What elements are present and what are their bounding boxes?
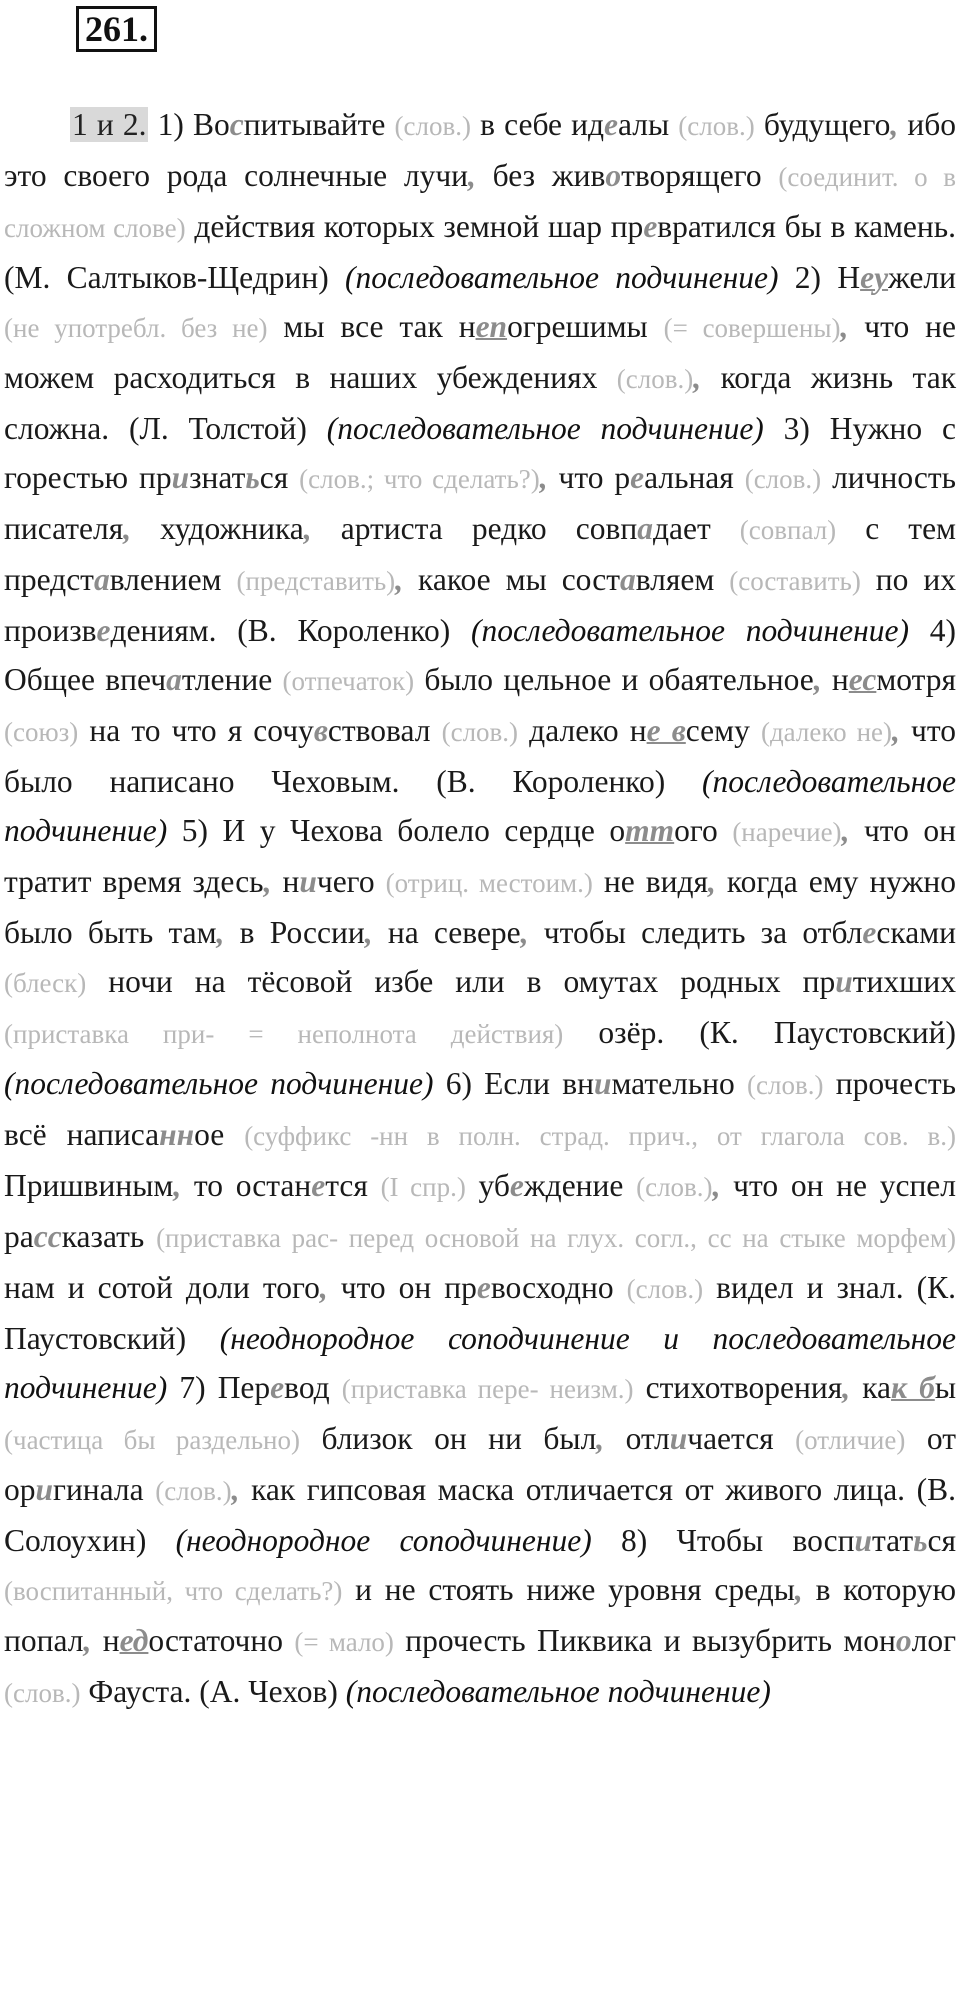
highlighted-letter: , [841,813,850,848]
grammar-comment: (слов.) [636,1172,713,1202]
highlighted-underlined-letters: еу [860,260,889,295]
text-run: по их произв [4,562,956,648]
text-run: альная [644,460,745,495]
text-run: какое мы сост [403,562,620,597]
text-run: ы [934,1370,956,1405]
sentence-structure-note: (последовательное подчинение) [4,1066,434,1101]
text-run: стихотворения [633,1370,843,1405]
highlighted-letter: е [862,915,877,950]
highlighted-underlined-letters: ед [119,1623,149,1658]
text-run: сему [685,713,761,748]
text-run: тление [181,662,283,697]
text-run: вод [284,1370,342,1405]
text-run: отл [604,1421,670,1456]
sentence-numbers-badge: 1 и 2. [72,107,147,142]
grammar-comment: (далеко не) [760,717,893,747]
grammar-comment: (слов.) [616,364,694,394]
sentence-structure-note: (неоднородное соподчинение и последовательное подчинение) [4,1321,956,1405]
sentence-structure-note: (неоднородное соподчинение) [175,1523,592,1558]
text-run: мательно [611,1066,748,1101]
highlighted-letter: и [669,1421,688,1456]
text-run: вратился бы в камень. (М. Салтыков-Щедрин) [4,209,956,295]
text-run: тихших [852,964,956,999]
highlighted-letter: е [509,1168,524,1203]
text-run: далеко н [518,713,647,748]
text-run: огрешимы [507,309,664,344]
text-run: алы [618,107,679,142]
grammar-comment: (блеск) [4,968,87,998]
highlighted-letter: и [35,1472,54,1507]
text-run: ка [850,1370,892,1405]
text-run: дает [652,511,740,546]
sentence-structure-note: (последовательное подчинение) [4,764,956,848]
grammar-comment: (воспитанный, что сделать?) [4,1576,343,1606]
text-run: когда жизнь так сложна. (Л. Толстой) [4,360,956,446]
highlighted-letter: а [93,562,110,597]
highlighted-letter: и [854,1523,873,1558]
text-run: ночи на тёсовой избе или в омутах родных пр [86,964,836,999]
sentence-structure-note: (последовательное подчинение) [326,411,764,446]
text-run: жели [888,260,956,295]
text-run: 1) Во [148,107,230,142]
text-run: что он не успел ра [4,1168,956,1254]
text-run: что было написано Чеховым. (В. Короленко) [4,713,956,799]
grammar-comment: (слов.) [155,1476,232,1506]
highlighted-letter: е [270,1370,285,1405]
text-run: будущего [754,107,891,142]
highlighted-letter: , [263,864,272,899]
text-run: в себе ид [470,107,605,142]
text-run: 6) Если вн [433,1066,594,1101]
text-run: на то что я сочу [78,713,314,748]
highlighted-letter: , [708,864,716,899]
exercise-number: 261. [76,6,157,52]
highlighted-letter: , [319,1270,328,1305]
text-run: Пришвиным [4,1168,174,1203]
highlighted-letter: , [395,562,404,597]
text-run: то остан [181,1168,312,1203]
grammar-comment: (составить) [729,566,861,596]
text-run: 5) И у Чехова болело сердце о [167,813,626,848]
highlighted-letter: о [605,158,622,193]
text-run: мотря [876,662,957,697]
text-run: 3) Нужно с горестью пр [4,411,956,495]
text-run: мы все так н [267,309,476,344]
text-run: вляем [635,562,730,597]
grammar-comment: (отличие) [795,1425,906,1455]
text-run: ждение [523,1168,637,1203]
text-run: ствовал [327,713,442,748]
highlighted-letter: , [303,511,312,546]
exercise-text [4,100,956,1718]
highlighted-underlined-letters: е в [646,713,686,748]
text-run: от ор [4,1421,956,1507]
text-run: 7) Пер [167,1370,271,1405]
text-run: что р [547,460,631,495]
text-run: 8) Чтобы восп [591,1523,855,1558]
highlighted-letter: ь [913,1523,928,1558]
text-run: чего [316,864,386,899]
highlighted-letter: и [299,864,317,899]
highlighted-letter: , [364,915,373,950]
text-run: тся [325,1168,381,1203]
text-run: н [821,662,849,697]
grammar-comment: (слов.) [678,111,755,141]
highlighted-letter: , [840,309,849,344]
highlighted-letter: а [166,662,182,697]
highlighted-letter: е [476,1270,491,1305]
highlighted-letter: , [596,1421,605,1456]
text-run: дениям. (В. Короленко) [110,613,471,648]
text-run: чтобы следить за отбл [528,915,863,950]
highlighted-letter: , [123,511,132,546]
text-run: н [271,864,300,899]
text-run: сками [876,915,956,950]
highlighted-letter: о [895,1623,912,1658]
highlighted-letter: е [311,1168,326,1203]
highlighted-letter: е [630,460,645,495]
highlighted-letter: , [539,460,548,495]
text-run: как гипсовая маска отличается от живого лица. (В. Солоухин) [4,1472,956,1558]
grammar-comment: (приставка пере- неизм.) [341,1374,634,1404]
grammar-comment: (приставка при- = неполнота действия) [4,1019,564,1049]
text-run: близок он ни был [299,1421,597,1456]
text-run: личность писателя [4,460,956,546]
highlighted-letter: , [842,1370,851,1405]
grammar-comment: (слов.; что сделать?) [299,464,540,494]
grammar-comment: (отриц. местоим.) [385,868,593,898]
text-run: уб [465,1168,510,1203]
text-run: озёр. (К. Паустовский) [563,1015,956,1050]
highlighted-underlined-letters: еп [475,309,508,344]
highlighted-letter: , [890,107,899,142]
grammar-comment: (I спр.) [380,1172,466,1202]
text-run: без жив [475,158,606,193]
text-run: нам и сотой доли того [4,1270,320,1305]
grammar-comment: (союз) [4,717,79,747]
sentence-structure-note: (последовательное подчинение) [345,260,779,295]
highlighted-letter: , [231,1472,240,1507]
highlighted-letter: , [83,1623,92,1658]
highlighted-underlined-letters: к б [891,1370,935,1405]
highlighted-letter: , [173,1168,182,1203]
text-run: ое [194,1117,245,1152]
text-run: казать [61,1219,157,1254]
grammar-comment: (слов.) [744,464,822,494]
highlighted-letter: ь [245,460,260,495]
grammar-comment: (соединит. о в сложном слове) [4,162,956,243]
highlighted-letter: а [637,511,653,546]
text-run: когда ему нужно было быть там [4,864,957,950]
text-run: лог [911,1623,956,1658]
highlighted-letter: и [835,964,853,999]
highlighted-letter: а [619,562,636,597]
highlighted-letter: и [593,1066,612,1101]
text-run: питывайте [243,107,395,142]
highlighted-letter: , [892,713,900,748]
grammar-comment: (слов.) [747,1070,824,1100]
highlighted-underlined-letters: ес [848,662,877,697]
text-run: восходно [490,1270,627,1305]
text-run: знат [189,460,246,495]
grammar-comment: (слов.) [4,1678,81,1708]
highlighted-letter: , [794,1572,803,1607]
highlighted-underlined-letters: тт [625,813,675,848]
text-run: ибо это своего рода солнечные лучи [4,107,957,193]
text-run: ся [927,1523,956,1558]
text-run: действия которых земной шар пр [185,209,644,244]
text-run: что он пр [327,1270,477,1305]
sentence-structure-note: (последовательное подчинение) [345,1674,771,1709]
text-run: ся [259,460,300,495]
text-run: было цельное и обаятельное [414,662,814,697]
highlighted-letter: в [313,713,328,748]
text-run: артиста редко совп [311,511,638,546]
grammar-comment: (представить) [236,566,396,596]
highlighted-letter: , [216,915,225,950]
grammar-comment: (слов.) [441,717,519,747]
grammar-comment: (слов.) [626,1274,704,1304]
text-run: гинала [53,1472,156,1507]
text-run: тат [872,1523,914,1558]
text-run: что он тратит время здесь [4,813,956,899]
text-run: художника [131,511,304,546]
text-run: творящего [621,158,779,193]
text-run: н [91,1623,120,1658]
text-run: влением [109,562,237,597]
text-run: остаточно [148,1623,295,1658]
grammar-comment: (наречие) [732,817,842,847]
text-run: и не стоять ниже уровня среды [342,1572,795,1607]
text-run: 2) Н [778,260,861,295]
grammar-comment: (совпал) [739,515,837,545]
grammar-comment: (= мало) [294,1627,394,1657]
text-run: в России [224,915,365,950]
grammar-comment: (частица бы раздельно) [4,1425,300,1455]
highlighted-letter: и [171,460,190,495]
highlighted-letter: , [520,915,529,950]
text-run: прочесть всё написа [4,1066,956,1152]
text-run: на севере [372,915,521,950]
text-run: что не можем расходиться в наших убеждениях [4,309,956,395]
grammar-comment: (слов.) [394,111,471,141]
highlighted-letter: сс [33,1219,62,1254]
highlighted-letter: , [712,1168,721,1203]
highlighted-letter: , [813,662,822,697]
text-run: с тем предст [4,511,956,597]
text-run: в которую попал [4,1572,956,1658]
grammar-comment: (не употребл. без не) [4,313,268,343]
text-run: видел и знал. (К. Паустовский) [4,1270,956,1356]
highlighted-letter: , [693,360,702,395]
grammar-comment: (отпечаток) [282,666,415,696]
highlighted-letter: , [468,158,476,193]
grammar-comment: (суффикс -нн в полн. страд. прич., от глагола сов. в.) [244,1121,956,1151]
highlighted-letter: е [643,209,658,244]
text-run: прочесть Пиквика и вызубрить мон [393,1623,896,1658]
text-run: не видя [592,864,709,899]
text-run: Фауста. (А. Чехов) [80,1674,346,1709]
highlighted-letter: с [229,107,244,142]
highlighted-letter: е [96,613,111,648]
grammar-comment: (приставка рас- перед основой на глух. согл., сс на стыке морфем) [156,1223,956,1253]
grammar-comment: (= совершены) [663,313,841,343]
highlighted-letter: е [604,107,619,142]
text-run: чается [687,1421,796,1456]
text-run: 4) Общее впеч [4,613,956,697]
text-run: ого [674,813,733,848]
sentence-structure-note: (последовательное подчинение) [471,613,909,648]
highlighted-letter: нн [159,1117,195,1152]
